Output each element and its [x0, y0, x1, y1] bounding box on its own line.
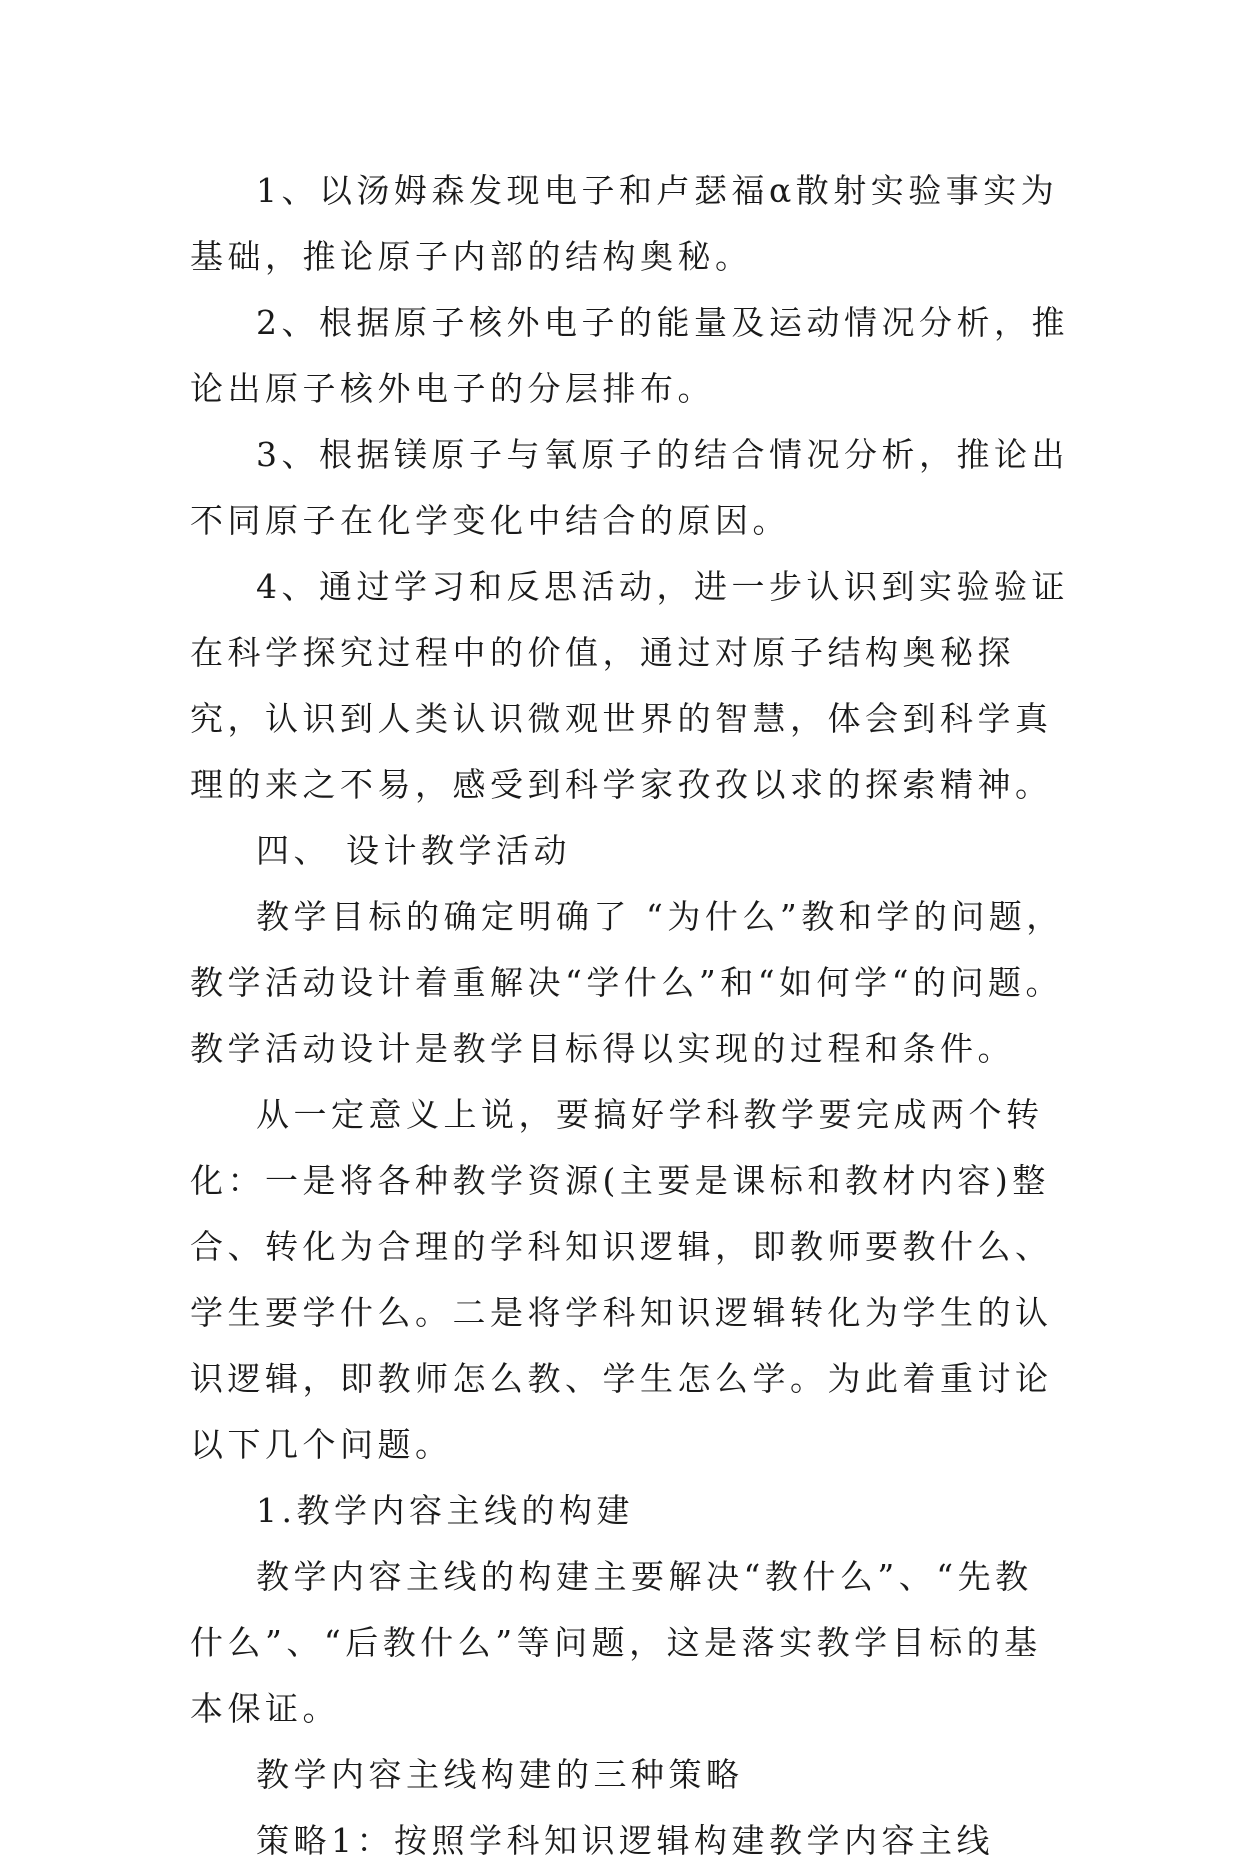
- paragraph-objective-2: 2、根据原子核外电子的能量及运动情况分析，推论出原子核外电子的分层排布。: [190, 303, 1069, 408]
- paragraph-three-strategies: 教学内容主线构建的三种策略: [256, 1755, 744, 1794]
- subsection-heading: 1.教学内容主线的构建: [256, 1491, 634, 1530]
- paragraph-two-transformations: 从一定意义上说，要搞好学科教学要完成两个转化：一是将各种教学资源(主要是课标和教材内容)整合、转化为合理的学科知识逻辑，即教师要教什么、学生要学什么。二是将学科知识逻辑转化为学生的认识逻辑，即教师怎么教、学生怎么学。为此着重讨论以下几个问题。: [190, 1095, 1053, 1464]
- paragraph-objective-1: 1、以汤姆森发现电子和卢瑟福α散射实验事实为基础，推论原子内部的结构奥秘。: [190, 171, 1059, 276]
- paragraph-activity-design: 教学目标的确定明确了 “为什么”教和学的问题，教学活动设计着重解决“学什么”和“如何学“的问题。教学活动设计是教学目标得以实现的过程和条件。: [190, 897, 1064, 1068]
- paragraph-strategy-1: 策略1：按照学科知识逻辑构建教学内容主线: [256, 1821, 994, 1860]
- paragraph-objective-3: 3、根据镁原子与氧原子的结合情况分析，推论出不同原子在化学变化中结合的原因。: [190, 435, 1069, 540]
- document-body: [190, 158, 1070, 1874]
- paragraph-objective-4: 4、通过学习和反思活动，进一步认识到实验验证在科学探究过程中的价值，通过对原子结构奥秘探究，认识到人类认识微观世界的智慧，体会到科学真理的来之不易，感受到科学家孜孜以求的探索精神。: [190, 567, 1069, 804]
- section-heading: 四、 设计教学活动: [256, 831, 571, 870]
- paragraph-content-mainline: 教学内容主线的构建主要解决“教什么”、“先教什么”、“后教什么”等问题，这是落实教学目标的基本保证。: [190, 1557, 1042, 1728]
